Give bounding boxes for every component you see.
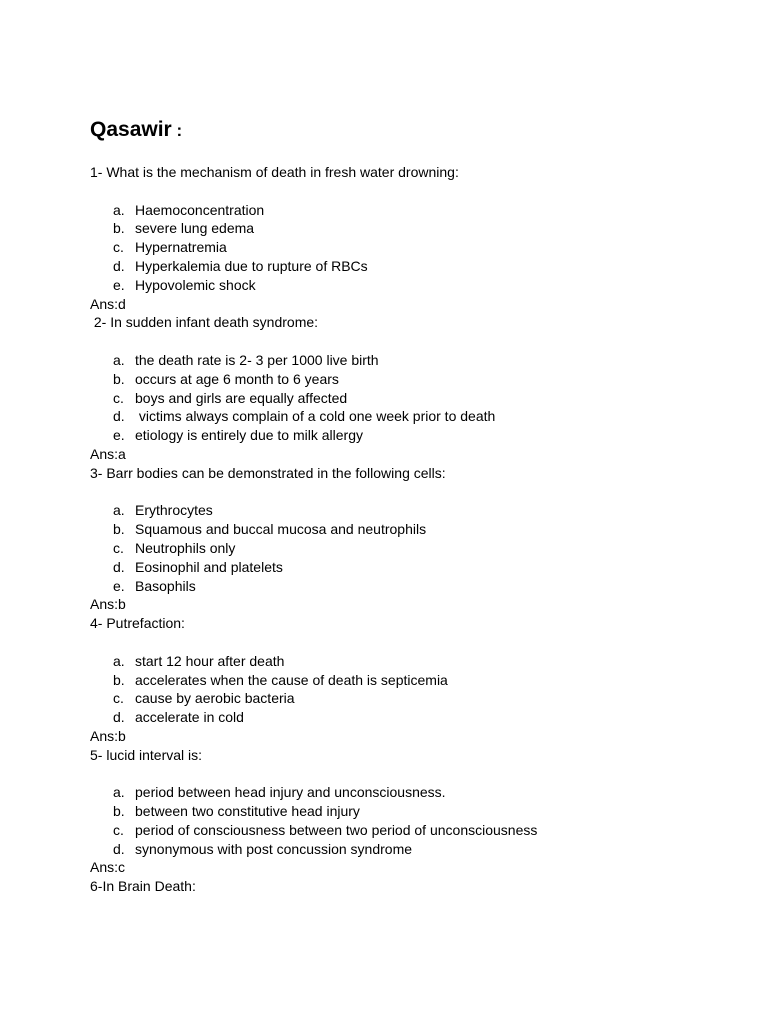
option-letter: c. [113, 690, 124, 707]
option-letter: a. [113, 351, 125, 368]
option-text: boys and girls are equally affected [135, 389, 348, 406]
option-letter: a. [113, 652, 125, 669]
option-item [90, 577, 710, 596]
option-letter: b. [113, 370, 125, 387]
option-text: Hypernatremia [135, 239, 227, 256]
question-block [90, 614, 710, 746]
answer-text: Ans:a [90, 445, 126, 462]
option-text: victims always complain of a cold one week prior to death [135, 408, 496, 425]
option-item [90, 407, 710, 426]
question-block [90, 746, 710, 878]
option-letter: e. [113, 427, 125, 444]
option-item [90, 671, 710, 690]
option-letter: a. [113, 201, 125, 218]
option-text: the death rate is 2- 3 per 1000 live birth [135, 351, 379, 368]
option-list [90, 783, 710, 858]
option-list [90, 201, 710, 295]
option-text: Haemoconcentration [135, 201, 265, 218]
option-item [90, 219, 710, 238]
question-list [90, 163, 710, 896]
option-item [90, 238, 710, 257]
document-title-text: Qasawir [90, 118, 172, 141]
option-item [90, 802, 710, 821]
option-letter: d. [113, 709, 125, 726]
option-item [90, 351, 710, 370]
option-item [90, 708, 710, 727]
document-title [90, 117, 182, 144]
option-text: Hypovolemic shock [135, 276, 256, 293]
option-item [90, 276, 710, 295]
answer-text: Ans:b [90, 727, 126, 744]
question-block [90, 313, 710, 463]
answer-text: Ans:c [90, 859, 126, 876]
option-letter: d. [113, 408, 125, 425]
option-text: accelerate in cold [135, 709, 244, 726]
question-text: 5- lucid interval is: [90, 746, 203, 763]
option-item [90, 840, 710, 859]
option-item [90, 257, 710, 276]
option-item [90, 201, 710, 220]
option-text: period of consciousness between two period of unconsciousness [135, 821, 538, 838]
question-text: 4- Putrefaction: [90, 615, 185, 632]
option-text: cause by aerobic bacteria [135, 690, 295, 707]
option-text: period between head injury and unconsciousness. [135, 784, 446, 801]
option-letter: a. [113, 502, 125, 519]
option-letter: c. [113, 539, 124, 556]
question-text: 6-In Brain Death: [90, 878, 196, 895]
option-letter: c. [113, 821, 124, 838]
option-text: synonymous with post concussion syndrome [135, 840, 413, 857]
option-item [90, 520, 710, 539]
option-item [90, 370, 710, 389]
option-item [90, 389, 710, 408]
option-item [90, 689, 710, 708]
option-text: Erythrocytes [135, 502, 213, 519]
option-list [90, 501, 710, 595]
option-text: Basophils [135, 577, 196, 594]
question-block [90, 163, 710, 313]
document-title-suffix: : [171, 121, 183, 140]
option-text: Neutrophils only [135, 539, 236, 556]
option-letter: b. [113, 521, 125, 538]
option-letter: a. [113, 784, 125, 801]
option-letter: d. [113, 558, 125, 575]
question-block [90, 464, 710, 614]
option-letter: e. [113, 276, 125, 293]
option-item [90, 783, 710, 802]
option-item [90, 501, 710, 520]
option-text: between two constitutive head injury [135, 803, 360, 820]
option-item [90, 821, 710, 840]
answer-text: Ans:b [90, 596, 126, 613]
option-text: Eosinophil and platelets [135, 558, 283, 575]
option-text: occurs at age 6 month to 6 years [135, 370, 339, 387]
option-item [90, 558, 710, 577]
option-letter: d. [113, 840, 125, 857]
option-letter: b. [113, 671, 125, 688]
option-letter: b. [113, 220, 125, 237]
option-list [90, 351, 710, 445]
option-letter: d. [113, 257, 125, 274]
option-letter: e. [113, 577, 125, 594]
option-text: accelerates when the cause of death is septicemia [135, 671, 448, 688]
question-text: 2- In sudden infant death syndrome: [90, 314, 319, 331]
option-text: start 12 hour after death [135, 652, 285, 669]
option-letter: c. [113, 389, 124, 406]
option-text: Hyperkalemia due to rupture of RBCs [135, 257, 368, 274]
option-text: etiology is entirely due to milk allergy [135, 427, 363, 444]
option-text: severe lung edema [135, 220, 255, 237]
option-list [90, 652, 710, 727]
option-letter: c. [113, 239, 124, 256]
option-item [90, 539, 710, 558]
question-text: 3- Barr bodies can be demonstrated in the following cells: [90, 464, 446, 481]
option-item [90, 652, 710, 671]
option-text: Squamous and buccal mucosa and neutrophils [135, 521, 427, 538]
answer-text: Ans:d [90, 295, 126, 312]
question-text: 1- What is the mechanism of death in fresh water drowning: [90, 164, 459, 180]
option-item [90, 426, 710, 445]
option-letter: b. [113, 803, 125, 820]
